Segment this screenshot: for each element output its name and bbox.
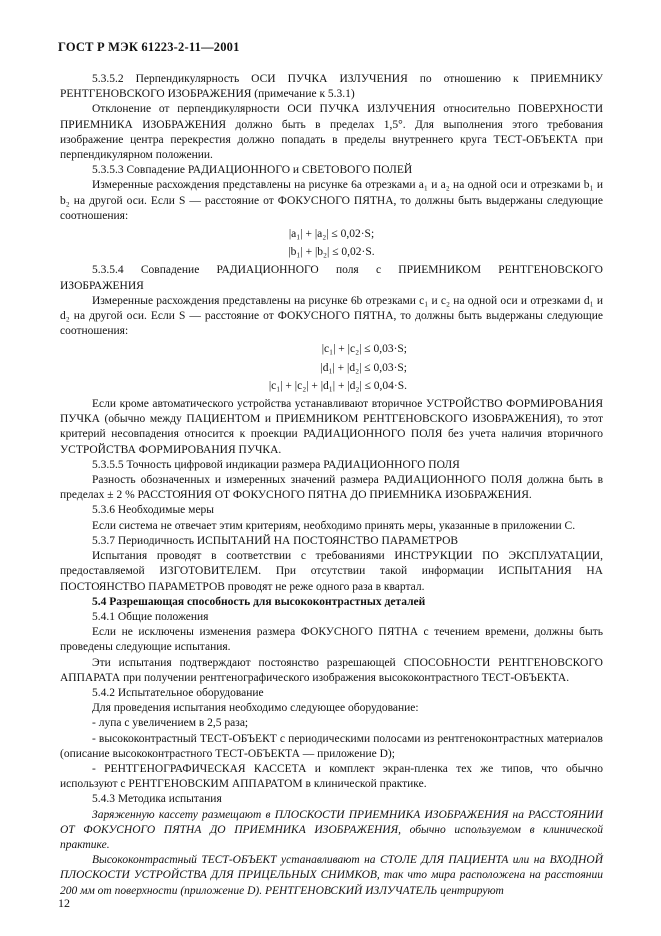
paragraph: Заряженную кассету размещают в ПЛОСКОСТИ ПРИЕМНИКА ИЗОБРАЖЕНИЯ на РАССТОЯНИИ ОТ ФОКУСНОГО ПЯТНА ДО ПРИЕМНИКА ИЗОБРАЖЕНИЯ, обычно используемом в клинической практике. [60,808,603,851]
paragraph: Если не исключены изменения размера ФОКУСНОГО ПЯТНА с течением времени, должны быть проведены следующие испытания. [60,626,603,654]
formula-line: |a₁| + |a₂| ≤ 0,02·S; [288,228,375,241]
paragraph: - РЕНТГЕНОГРАФИЧЕСКАЯ КАССЕТА и комплект экран-пленка тех же типов, что обычно используют с РЕНТГЕНОВСКИМ АППАРАТОМ в клинической практике. [60,762,603,791]
paragraph: Разность обозначенных и измеренных значений размера РАДИАЦИОННОГО ПОЛЯ должна быть в пределах ± 2 % РАССТОЯНИЯ ОТ ФОКУСНОГО ПЯТНА ДО ПРИЕМНИКА ИЗОБРАЖЕНИЯ. [60,474,603,502]
paragraph: 5.3.5.4 Совпадение РАДИАЦИОННОГО поля с ПРИЕМНИКОМ РЕНТГЕНОВСКОГО ИЗОБРАЖЕНИЯ [60,264,603,292]
paragraph: 5.4.3 Методика испытания [92,793,222,806]
paragraph: 5.3.5.3 Совпадение РАДИАЦИОННОГО и СВЕТОВОГО ПОЛЕЙ [92,164,413,177]
paragraph: Измеренные расхождения представлены на рисунке 6b отрезками c₁ и c₂ на одной оси и отрезками d₁ и d₂ на другой оси. Если S — расстояние от ФОКУСНОГО ПЯТНА, то должны быть выдержаны следующие соотношения: [60,294,603,338]
paragraph: 5.3.7 Периодичность ИСПЫТАНИЙ НА ПОСТОЯНСТВО ПАРАМЕТРОВ [92,534,459,547]
formula-line: |b₁| + |b₂| ≤ 0,02·S. [288,246,375,259]
page-number: 12 [58,896,70,910]
formula-line: |c₁| + |c₂| + |d₁| + |d₂| ≤ 0,04·S. [268,379,407,392]
formula-line: |d₁| + |d₂| ≤ 0,03·S; [320,361,407,374]
paragraph: Высококонтрастный ТЕСТ-ОБЪЕКТ устанавливают на СТОЛЕ ДЛЯ ПАЦИЕНТА или на ВХОДНОЙ ПЛОСКОСТИ УСТРОЙСТВА ДЛЯ ПРИЦЕЛЬНЫХ СНИМКОВ, так что мира расположена на расстоянии 200 мм от поверхности (приложение D). РЕНТГЕНОВСКИЙ ИЗЛУЧАТЕЛЬ центрируют [60,854,603,897]
paragraph: Эти испытания подтверждают постоянство разрешающей СПОСОБНОСТИ РЕНТГЕНОВСКОГО АППАРАТА при получении рентгенографического изображения высококонтрастного ТЕСТ-ОБЪЕКТА. [60,656,603,684]
paragraph: 5.4.1 Общие положения [92,610,209,623]
paragraph: - лупа с увеличением в 2,5 раза; [92,717,249,730]
paragraph: Если кроме автоматического устройства устанавливают вторичное УСТРОЙСТВО ФОРМИРОВАНИЯ ПУЧКА (обычно между ПАЦИЕНТОМ и ПРИЕМНИКОМ РЕНТГЕНОВСКОГО ИЗОБРАЖЕНИЯ), то этот критерий несовпадения относится к проекции РАДИАЦИОННОГО ПОЛЯ без учета наличия вторичного УСТРОЙСТВА ФОРМИРОВАНИЯ ПУЧКА. [60,398,603,456]
paragraph: - высококонтрастный ТЕСТ-ОБЪЕКТ с периодическими полосами из рентгеноконтрастных материалов (описание высококонтрастного ТЕСТ-ОБЪЕКТА — приложение D); [60,732,603,760]
paragraph: Отклонение от перпендикулярности ОСИ ПУЧКА ИЗЛУЧЕНИЯ относительно ПОВЕРХНОСТИ ПРИЕМНИКА ИЗОБРАЖЕНИЯ должно быть в пределах 1,5°. Для выполнения этого требования изображение центра перекрестия должно попадать в пределы внутреннего круга ТЕСТ-ОБЪЕКТА при перпендикулярном положении. [60,103,603,162]
paragraph: 5.3.5.2 Перпендикулярность ОСИ ПУЧКА ИЗЛУЧЕНИЯ по отношению к ПРИЕМНИКУ РЕНТГЕНОВСКОГО ИЗОБРАЖЕНИЯ (примечание к 5.3.1) [60,73,603,101]
paragraph: Измеренные расхождения представлены на рисунке 6а отрезками a₁ и a₂ на одной оси и отрезками b₁ и b₂ на другой оси. Если S — расстояние от ФОКУСНОГО ПЯТНА, то должны быть выдержаны следующие соотношения: [60,179,603,222]
document-body [60,72,603,899]
paragraph: 5.3.6 Необходимые меры [92,504,215,517]
paragraph: Испытания проводят в соответствии с требованиями ИНСТРУКЦИИ ПО ЭКСПЛУАТАЦИИ, предоставляемой ИЗГОТОВИТЕЛЕМ. При отсутствии такой информации ИСПЫТАНИЯ НА ПОСТОЯНСТВО ПАРАМЕТРОВ проводят не реже одного раза в квартал. [60,550,603,593]
paragraph: 5.4 Разрешающая способность для высококонтрастных деталей [92,595,426,608]
paragraph: 5.4.2 Испытательное оборудование [92,686,264,699]
paragraph: 5.3.5.5 Точность цифровой индикации размера РАДИАЦИОННОГО ПОЛЯ [92,458,460,471]
document-header: ГОСТ Р МЭК 61223-2-11—2001 [58,40,240,54]
formula-line: |c₁| + |c₂| ≤ 0,03·S; [321,343,407,356]
paragraph: Если система не отвечает этим критериям, необходимо принять меры, указанные в приложении C. [92,519,576,532]
paragraph: Для проведения испытания необходимо следующее оборудование: [92,702,419,715]
